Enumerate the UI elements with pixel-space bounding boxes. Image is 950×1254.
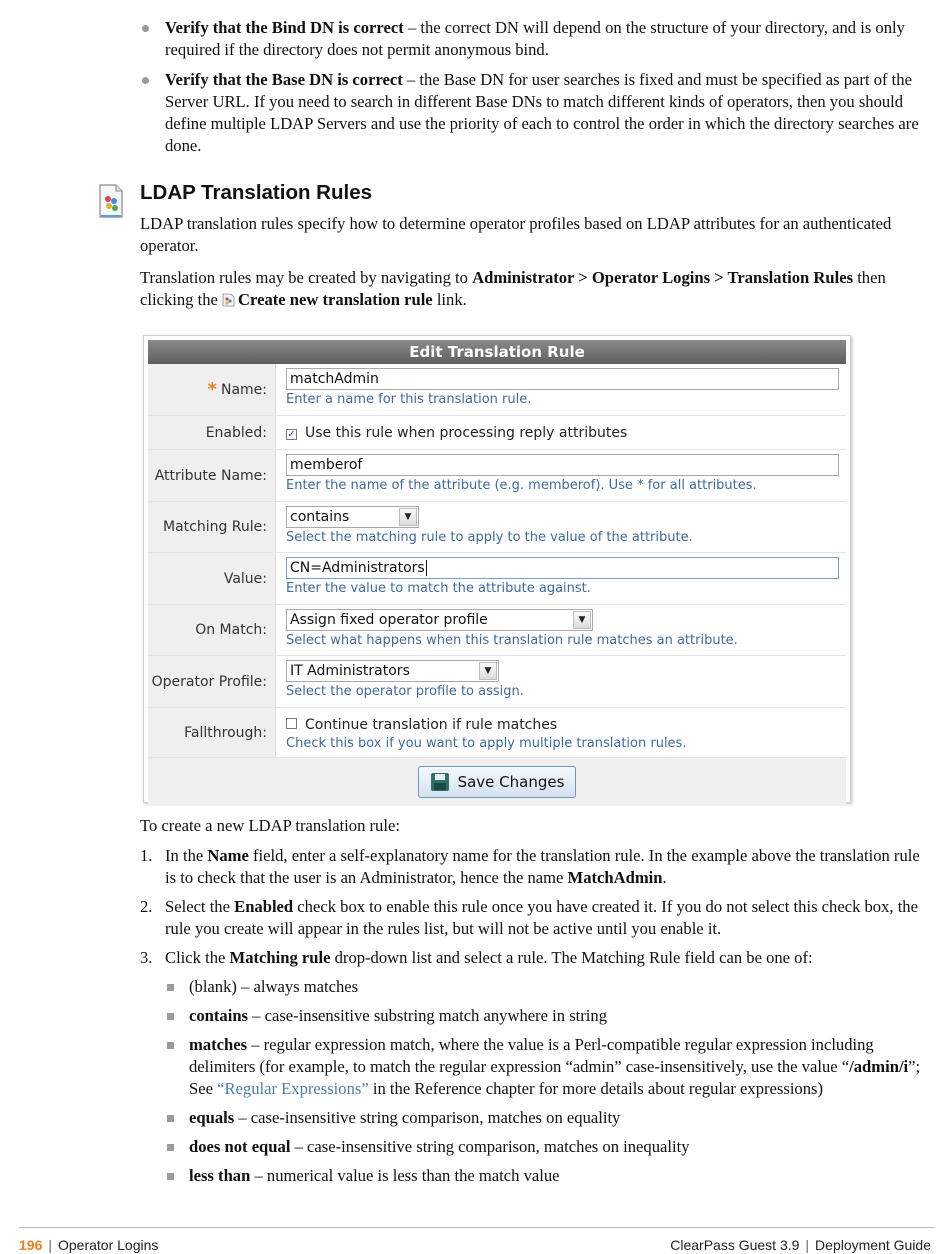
bold-run: /admin/i <box>849 1057 909 1076</box>
row-value <box>148 553 846 605</box>
attribute-name-input[interactable]: memberof <box>286 454 839 476</box>
bullet-bold: Verify that the Base DN is correct <box>165 70 403 89</box>
text-run: Click the <box>165 948 230 967</box>
enabled-text: Use this rule when processing reply attributes <box>305 425 628 441</box>
row-matching-rule <box>148 502 846 553</box>
create-rule-link-text: Create new translation rule <box>238 290 433 309</box>
fallthrough-hint: Check this box if you want to apply multiple translation rules. <box>286 736 687 751</box>
step-1 <box>140 845 932 889</box>
steps-lead: To create a new LDAP translation rule: <box>140 816 400 835</box>
on-match-select[interactable] <box>286 609 593 631</box>
text-run: Select the <box>165 897 235 916</box>
select-value: IT Administrators <box>290 663 410 679</box>
name-label <box>148 364 276 415</box>
translation-rule-icon <box>97 183 125 219</box>
matching-rule-label: Matching Rule: <box>148 502 276 552</box>
step-2 <box>140 896 932 940</box>
intro-paragraph: LDAP translation rules specify how to determine operator profiles based on LDAP attributes for an authenticated operator. <box>140 214 892 255</box>
bold-run: less than <box>189 1166 251 1185</box>
required-mark: * <box>207 379 217 400</box>
step-number: 3. <box>140 948 153 967</box>
text-run: – case-insensitive string comparison, matches on equality <box>234 1108 621 1127</box>
save-changes-button[interactable] <box>418 766 576 798</box>
text-run: link. <box>432 290 467 309</box>
footer-right <box>670 1236 931 1254</box>
save-disk-icon <box>430 772 450 792</box>
bullet-bold: Verify that the Bind DN is correct <box>165 18 404 37</box>
label-text: Name: <box>220 381 267 398</box>
bullet-bind-dn <box>140 17 940 61</box>
text-run: . <box>662 868 667 887</box>
name-input[interactable]: matchAdmin <box>286 368 839 390</box>
option-contains <box>165 1005 932 1027</box>
text-run: – case-insensitive string comparison, matches on inequality <box>290 1137 690 1156</box>
name-hint: Enter a name for this translation rule. <box>286 392 532 407</box>
operator-profile-hint: Select the operator profile to assign. <box>286 684 524 699</box>
nav-path: Administrator > Operator Logins > Translation Rules <box>472 268 854 287</box>
row-enabled <box>148 416 846 450</box>
edit-translation-rule-panel <box>143 335 851 803</box>
save-changes-label: Save Changes <box>457 773 565 791</box>
row-attribute-name <box>148 450 846 502</box>
text-run: check box to enable this rule once you have created it. If you do not select this check box, the rule you create will appear in the rules list, but will not be active until you enable it. <box>165 897 918 938</box>
fallthrough-label: Fallthrough: <box>148 708 276 757</box>
regular-expressions-link[interactable]: “Regular Expressions” <box>217 1079 369 1098</box>
enabled-label: Enabled: <box>148 416 276 449</box>
footer-rule <box>19 1227 935 1228</box>
text-cursor <box>426 560 427 576</box>
option-does-not-equal <box>165 1136 932 1158</box>
intro-navigation-paragraph <box>140 267 930 311</box>
enabled-checkbox[interactable]: ✓ <box>287 429 296 440</box>
bold-run: does not equal <box>189 1137 291 1156</box>
footer-left <box>19 1236 158 1254</box>
footer-product: ClearPass Guest 3.9 <box>670 1237 800 1253</box>
text-run: In the <box>165 846 208 865</box>
bold-run: contains <box>189 1006 249 1025</box>
footer-separator: | <box>48 1237 52 1253</box>
page-number: 196 <box>19 1237 43 1253</box>
top-bullet-list <box>140 17 940 165</box>
text-run: in the Reference chapter for more details about regular expressions) <box>368 1079 824 1098</box>
footer-section: Operator Logins <box>58 1237 159 1253</box>
matching-rule-options <box>165 976 932 1187</box>
create-rule-icon <box>222 293 235 307</box>
row-fallthrough <box>148 708 846 758</box>
text-run: – numerical value is less than the match value <box>250 1166 560 1185</box>
attribute-name-label: Attribute Name: <box>148 450 276 501</box>
footer-doc-title: Deployment Guide <box>815 1237 931 1253</box>
option-equals <box>165 1107 932 1129</box>
bold-run: Name <box>207 846 249 865</box>
step-3 <box>140 947 932 1187</box>
option-less-than <box>165 1165 932 1187</box>
text-run: drop-down list and select a rule. The Matching Rule field can be one of: <box>330 948 813 967</box>
footer-separator: | <box>805 1237 810 1253</box>
attribute-name-hint: Enter the name of the attribute (e.g. memberof). Use * for all attributes. <box>286 478 757 493</box>
text-run: then clicking the <box>140 268 886 309</box>
bold-run: Enabled <box>234 897 294 916</box>
on-match-hint: Select what happens when this translation rule matches an attribute. <box>286 633 738 648</box>
text-run: ”; See <box>189 1057 921 1098</box>
enabled-option <box>286 424 846 442</box>
step-number: 2. <box>140 897 153 916</box>
value-input[interactable] <box>286 557 839 579</box>
row-on-match <box>148 605 846 656</box>
on-match-label: On Match: <box>148 605 276 655</box>
steps-section <box>140 815 932 1194</box>
operator-profile-select[interactable] <box>286 660 499 682</box>
section-title: LDAP Translation Rules <box>140 181 373 204</box>
bullet-base-dn <box>140 69 940 157</box>
panel-title: Edit Translation Rule <box>148 340 846 364</box>
chevron-down-icon[interactable]: ▼ <box>479 662 497 680</box>
matching-rule-hint: Select the matching rule to apply to the value of the attribute. <box>286 530 693 545</box>
select-value: Assign fixed operator profile <box>290 612 488 628</box>
fallthrough-text: Continue translation if rule matches <box>305 717 558 733</box>
option-matches <box>165 1034 932 1100</box>
value-hint: Enter the value to match the attribute against. <box>286 581 591 596</box>
operator-profile-label: Operator Profile: <box>148 656 276 707</box>
text-run: – case-insensitive substring match anywhere in string <box>248 1006 608 1025</box>
bold-run: equals <box>189 1108 235 1127</box>
row-name <box>148 364 846 416</box>
form-actions <box>148 758 846 806</box>
step-number: 1. <box>140 846 153 865</box>
chevron-down-icon[interactable]: ▼ <box>573 611 591 629</box>
text-run: field, enter a self-explanatory name for the translation rule. In the example above the translation rule is to check that the user is an Administrator, hence the name <box>165 846 920 887</box>
section-intro <box>140 213 930 321</box>
value-label: Value: <box>148 553 276 604</box>
bold-run: Matching rule <box>229 948 331 967</box>
select-value: contains <box>290 509 350 525</box>
fallthrough-checkbox[interactable] <box>286 718 297 729</box>
option-blank: (blank) – always matches <box>165 976 932 998</box>
text-run: Translation rules may be created by navigating to <box>140 268 473 287</box>
matching-rule-select[interactable] <box>286 506 419 528</box>
chevron-down-icon[interactable]: ▼ <box>399 508 417 526</box>
bold-run: matches <box>189 1035 248 1054</box>
bullet-text: – the correct DN will depend on the structure of your directory, and is only required if the directory does not permit anonymous bind. <box>165 18 905 59</box>
bullet-text: – the Base DN for user searches is fixed and must be specified as part of the Server URL. If you need to search in different Base DNs to match different kinds of operators, then you should define multiple LDAP Servers and use the priority of each to control the order in which the directory searches are done. <box>165 70 919 155</box>
row-operator-profile <box>148 656 846 708</box>
fallthrough-option <box>286 716 846 734</box>
value-text: CN=Administrators <box>290 560 425 576</box>
text-run: – regular expression match, where the value is a Perl-compatible regular expression including delimiters (for example, to match the regular expression “admin” case-insensitively, use the value “ <box>189 1035 874 1076</box>
bold-run: MatchAdmin <box>567 868 663 887</box>
